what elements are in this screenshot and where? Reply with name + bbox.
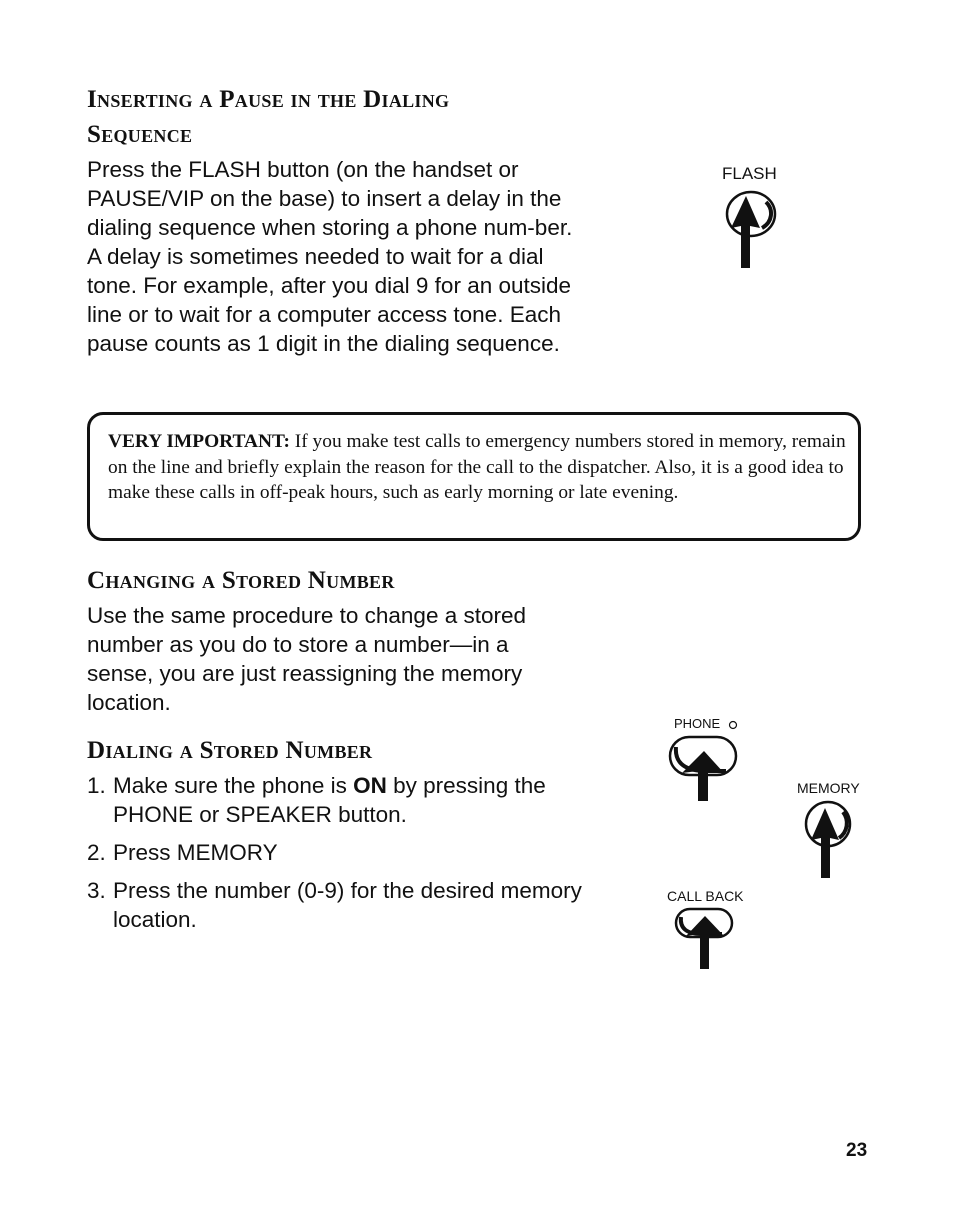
section-heading-pause-cont [87,121,192,149]
important-note [108,429,848,506]
step-item [87,876,587,934]
pause-instructions: Press the FLASH button (on the handset or PAUSE/VIP on the base) to insert a delay in the dialing sequence when storing a phone num-ber. A delay is sometimes needed to wait for a dial tone. For example, after you dial 9 for an outside line or to wait for a computer access tone. Each pause counts as 1 digit in the dialing sequence. [87,157,573,356]
memory-button-icon [803,800,863,880]
indicator-led-icon [727,719,739,731]
phone-label [674,716,739,731]
note-body: If you make test calls to emergency numbers stored in memory, remain on the line and briefly explain the reason for the call to the dispatcher. Also, it is a good idea to make these calls in off-peak hours, such as early morning or late evening. [108,431,846,503]
call-back-button-icon [672,906,742,970]
step-text: by pressing the PHONE or SPEAKER button. [113,773,546,827]
flash-label: FLASH [722,164,777,183]
step-item [87,838,587,867]
section-heading-dial [87,737,372,765]
section-heading-change [87,567,395,595]
step-number: 1. [87,773,106,798]
heading-line: Sequence [87,121,193,148]
memory-label: MEMORY [797,780,860,796]
heading-line: Changing a Stored Number [87,567,395,594]
step-number: 2. [87,840,106,865]
step-item [87,771,587,829]
change-instructions: Use the same procedure to change a stored number as you do to store a number—in a sense, you are just reassigning the memory location. [87,603,527,715]
step-text: Press MEMORY [113,840,278,865]
phone-label-text: PHONE [674,716,721,731]
steps-list [87,771,587,934]
note-label: VERY IMPORTANT: [108,431,290,452]
flash-button-icon [722,190,782,270]
section-heading-pause [87,86,449,114]
step-text: Press the number (0-9) for the desired memory location. [113,878,582,932]
step-text: Make sure the phone is [113,773,354,798]
dial-steps [87,771,587,943]
call-back-label: CALL BACK [667,888,744,904]
heading-line: Dialing a Stored Number [87,737,373,764]
step-number: 3. [87,878,106,903]
heading-line: Inserting a Pause in the Dialing [87,86,450,113]
page-number: 23 [846,1140,868,1161]
step-bold-text: ON [353,773,387,798]
phone-button-icon [664,733,744,803]
